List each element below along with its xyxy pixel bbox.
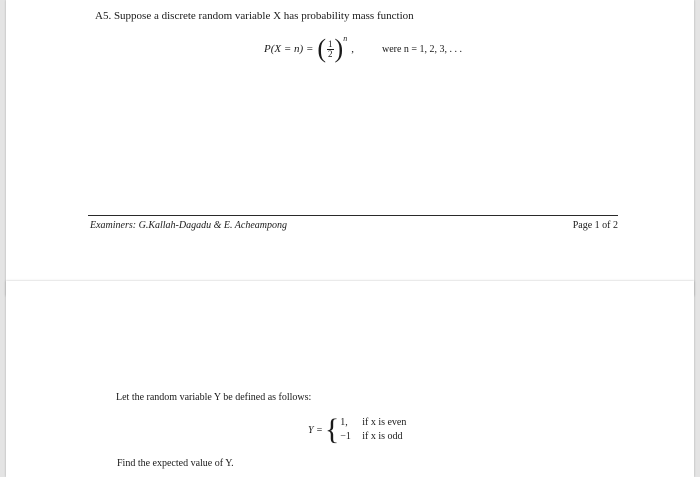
- page-2: [6, 281, 694, 477]
- left-brace: {: [324, 413, 340, 446]
- pmf-lhs: P(X = n) =: [264, 43, 314, 55]
- case-condition: if x is odd: [362, 431, 403, 442]
- page-number: Page 1 of 2: [572, 220, 618, 231]
- close-paren: ): [334, 34, 344, 63]
- open-paren: (: [317, 34, 327, 63]
- piecewise-lhs: Y =: [308, 424, 323, 436]
- fraction-one-half: [327, 40, 334, 59]
- piecewise-cases: [340, 416, 406, 444]
- support-condition: were n = 1, 2, 3, . . .: [381, 43, 463, 55]
- case-condition: if x is even: [362, 417, 407, 428]
- problem-statement: A5. Suppose a discrete random variable X has probability mass function: [95, 10, 414, 22]
- case-row: [340, 416, 406, 430]
- exponent-n: n: [343, 34, 348, 43]
- fraction-denominator: 2: [328, 48, 333, 59]
- variable-definition-intro: Let the random variable Y be defined as follows:: [116, 392, 312, 403]
- equation-comma: ,: [351, 43, 354, 55]
- page-1: [6, 0, 694, 296]
- footer-divider: [88, 215, 618, 216]
- pmf-equation: [264, 36, 462, 62]
- piecewise-equation: [308, 415, 406, 445]
- examiners-credit: Examiners: G.Kallah-Dagadu & E. Acheampong: [90, 220, 288, 231]
- task-statement: Find the expected value of Y.: [117, 458, 234, 469]
- fraction-numerator: 1: [328, 38, 333, 49]
- case-value: 1,: [340, 417, 348, 428]
- case-row: [340, 430, 406, 444]
- case-value: −1: [340, 431, 351, 442]
